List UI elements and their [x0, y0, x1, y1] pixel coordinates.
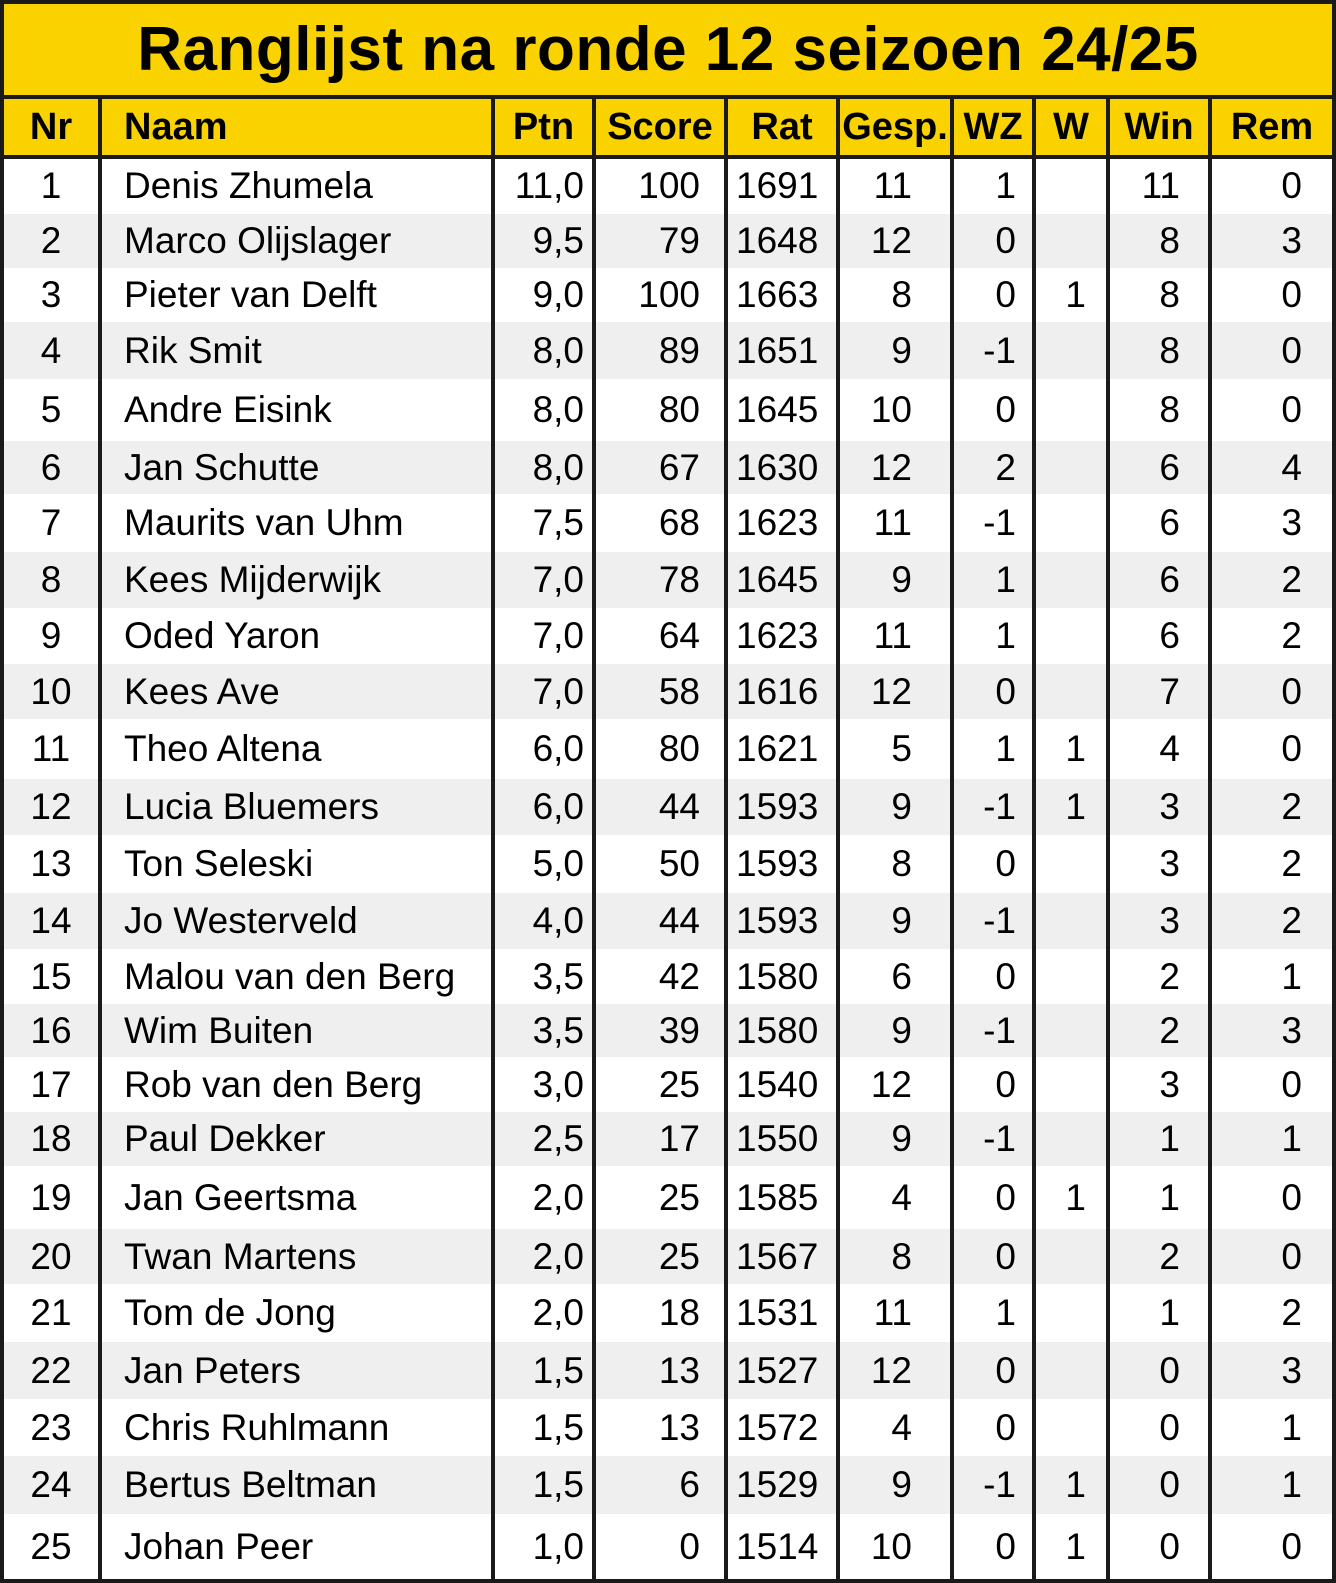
cell-wz: 0 — [995, 1406, 1016, 1448]
table-row — [4, 157, 1332, 214]
cell-wz: 0 — [995, 670, 1016, 712]
cell-ptn: 1,0 — [532, 1525, 584, 1567]
cell-gesp: 9 — [891, 1009, 912, 1051]
cell-wz: -1 — [983, 786, 1016, 827]
cell-naam: Ton Seleski — [124, 843, 314, 884]
cell-win: 6 — [1159, 615, 1180, 656]
cell-rat: 1527 — [736, 1349, 819, 1391]
cell-gesp: 8 — [891, 274, 912, 315]
cell-wz: 2 — [995, 446, 1016, 488]
header-rat: Rat — [751, 105, 813, 148]
cell-rem: 0 — [1281, 670, 1302, 712]
cell-rat: 1691 — [736, 164, 819, 206]
cell-naam: Paul Dekker — [124, 1118, 326, 1159]
cell-wz: 0 — [995, 389, 1016, 430]
cell-wz: 0 — [995, 1176, 1016, 1218]
cell-ptn: 8,0 — [532, 389, 584, 430]
cell-gesp: 12 — [870, 1349, 912, 1391]
cell-win: 6 — [1159, 502, 1180, 543]
cell-wz: -1 — [983, 1464, 1016, 1505]
cell-gesp: 8 — [891, 843, 912, 884]
cell-rat: 1593 — [736, 900, 819, 941]
cell-w — [1036, 835, 1106, 893]
cell-ptn: 7,5 — [532, 502, 584, 543]
cell-nr: 4 — [40, 329, 62, 371]
cell-gesp: 11 — [873, 502, 912, 543]
cell-nr: 11 — [31, 728, 71, 769]
cell-ptn: 2,0 — [532, 1292, 584, 1333]
cell-rat: 1623 — [736, 502, 819, 543]
cell-ptn: 3,0 — [532, 1063, 584, 1105]
cell-win: 7 — [1159, 670, 1180, 712]
cell-naam: Johan Peer — [124, 1525, 314, 1567]
cell-rem: 0 — [1281, 728, 1302, 769]
table-row — [4, 1514, 1332, 1579]
cell-win: 2 — [1159, 1009, 1180, 1051]
cell-rat: 1585 — [736, 1176, 819, 1218]
cell-win: 0 — [1159, 1406, 1180, 1448]
cell-ptn: 1,5 — [532, 1406, 584, 1448]
cell-wz: 0 — [995, 1063, 1016, 1105]
table-row — [4, 1057, 1332, 1112]
cell-wz: 1 — [995, 164, 1016, 206]
cell-ptn: 7,0 — [532, 559, 584, 600]
cell-ptn: 9,5 — [532, 220, 584, 261]
cell-naam: Maurits van Uhm — [124, 502, 404, 543]
table-row — [4, 719, 1332, 779]
table-row — [4, 441, 1332, 494]
cell-score: 67 — [658, 446, 700, 488]
cell-wz: 0 — [995, 1349, 1016, 1391]
cell-rem: 2 — [1281, 559, 1302, 600]
cell-score: 100 — [638, 274, 700, 315]
cell-rat: 1616 — [736, 670, 819, 712]
cell-score: 100 — [638, 164, 700, 206]
cell-rat: 1648 — [736, 220, 819, 261]
cell-ptn: 7,0 — [532, 615, 584, 656]
cell-rat: 1580 — [736, 955, 819, 997]
cell-naam: Kees Mijderwijk — [124, 559, 382, 600]
cell-score: 89 — [658, 329, 700, 371]
cell-nr: 18 — [30, 1118, 72, 1159]
cell-gesp: 10 — [870, 389, 912, 430]
cell-rem: 0 — [1281, 1525, 1302, 1567]
cell-score: 39 — [658, 1009, 700, 1051]
table-row — [4, 379, 1332, 441]
cell-rat: 1580 — [736, 1009, 819, 1051]
header-ptn: Ptn — [512, 105, 575, 148]
cell-wz: 0 — [995, 1235, 1016, 1277]
cell-win: 11 — [1141, 164, 1180, 206]
cell-wz: 0 — [995, 955, 1016, 997]
cell-rat: 1514 — [736, 1525, 819, 1567]
header-win: Win — [1124, 105, 1194, 148]
cell-score: 50 — [658, 843, 700, 884]
cell-score: 42 — [658, 955, 700, 997]
cell-naam: Rob van den Berg — [124, 1063, 423, 1105]
cell-win: 0 — [1159, 1349, 1180, 1391]
cell-win: 1 — [1159, 1118, 1180, 1159]
cell-ptn: 9,0 — [532, 274, 584, 315]
cell-nr: 14 — [30, 900, 72, 941]
cell-rat: 1651 — [736, 329, 819, 371]
cell-nr: 17 — [30, 1063, 72, 1105]
cell-gesp: 4 — [891, 1176, 912, 1218]
cell-rat: 1540 — [736, 1063, 819, 1105]
cell-score: 44 — [658, 900, 700, 941]
cell-wz: 0 — [995, 843, 1016, 884]
cell-nr: 1 — [40, 164, 62, 206]
table-row — [4, 214, 1332, 268]
cell-rem: 0 — [1281, 274, 1302, 315]
cell-win: 6 — [1159, 446, 1180, 488]
header-naam: Naam — [124, 105, 228, 148]
cell-win: 1 — [1159, 1176, 1180, 1218]
cell-ptn: 3,5 — [532, 1009, 584, 1051]
cell-nr: 2 — [40, 220, 62, 261]
column-divider — [950, 99, 954, 1583]
cell-nr: 25 — [30, 1525, 72, 1567]
cell-rat: 1572 — [736, 1406, 819, 1448]
header-w: W — [1053, 105, 1089, 148]
cell-rat: 1550 — [736, 1118, 819, 1159]
cell-ptn: 2,0 — [532, 1176, 584, 1218]
cell-naam: Theo Altena — [124, 728, 322, 769]
cell-gesp: 9 — [891, 329, 912, 371]
cell-score: 0 — [679, 1525, 700, 1567]
cell-wz: -1 — [983, 502, 1016, 543]
cell-naam: Jan Peters — [124, 1349, 301, 1391]
cell-ptn: 6,0 — [532, 728, 584, 769]
cell-win: 8 — [1159, 329, 1180, 371]
cell-w — [1036, 157, 1106, 214]
cell-w: 1 — [1065, 786, 1086, 827]
title-bar — [4, 4, 1332, 99]
cell-gesp: 10 — [870, 1525, 912, 1567]
cell-rat: 1531 — [736, 1292, 819, 1333]
table-row — [4, 1229, 1332, 1284]
cell-rem: 2 — [1281, 843, 1302, 884]
cell-nr: 6 — [40, 446, 62, 488]
cell-ptn: 7,0 — [532, 670, 584, 712]
cell-win: 3 — [1159, 843, 1180, 884]
cell-rem: 0 — [1281, 329, 1302, 371]
cell-rat: 1593 — [736, 786, 819, 827]
cell-win: 0 — [1159, 1464, 1180, 1505]
cell-gesp: 9 — [891, 1118, 912, 1159]
table-row — [4, 552, 1332, 608]
cell-ptn: 3,5 — [532, 955, 584, 997]
table-row — [4, 1342, 1332, 1399]
cell-naam: Tom de Jong — [124, 1292, 336, 1333]
cell-win: 3 — [1159, 786, 1180, 827]
cell-score: 13 — [658, 1349, 700, 1391]
cell-rem: 2 — [1281, 1292, 1302, 1333]
cell-naam: Pieter van Delft — [124, 274, 377, 315]
cell-score: 80 — [658, 728, 700, 769]
table-row — [4, 494, 1332, 552]
cell-w — [1036, 552, 1106, 608]
table-row — [4, 1284, 1332, 1342]
cell-gesp: 11 — [873, 1292, 912, 1333]
cell-w: 1 — [1065, 274, 1086, 315]
cell-w — [1036, 1399, 1106, 1456]
cell-ptn: 2,0 — [532, 1235, 584, 1277]
cell-nr: 10 — [30, 670, 72, 712]
cell-score: 64 — [658, 615, 700, 656]
cell-rem: 0 — [1281, 164, 1302, 206]
cell-wz: -1 — [983, 329, 1016, 371]
cell-score: 6 — [679, 1464, 700, 1505]
cell-rat: 1623 — [736, 615, 819, 656]
cell-gesp: 12 — [870, 1063, 912, 1105]
column-divider — [836, 99, 840, 1583]
cell-naam: Kees Ave — [124, 670, 280, 712]
cell-gesp: 8 — [891, 1235, 912, 1277]
cell-w — [1036, 608, 1106, 664]
cell-w — [1036, 1342, 1106, 1399]
cell-w — [1036, 1112, 1106, 1166]
cell-naam: Andre Eisink — [124, 389, 332, 430]
cell-w: 1 — [1065, 1176, 1086, 1218]
cell-win: 8 — [1159, 389, 1180, 430]
cell-w — [1036, 1057, 1106, 1112]
cell-rat: 1567 — [736, 1235, 819, 1277]
cell-score: 13 — [658, 1406, 700, 1448]
cell-nr: 22 — [30, 1349, 72, 1391]
cell-rem: 3 — [1281, 502, 1302, 543]
cell-w — [1036, 494, 1106, 552]
cell-w: 1 — [1065, 1525, 1086, 1567]
table-row — [4, 779, 1332, 835]
cell-gesp: 9 — [891, 900, 912, 941]
table-row — [4, 1166, 1332, 1229]
cell-naam: Jan Geertsma — [124, 1176, 357, 1218]
cell-nr: 15 — [30, 955, 72, 997]
cell-nr: 21 — [30, 1292, 72, 1333]
cell-nr: 13 — [30, 843, 72, 884]
table-row — [4, 835, 1332, 893]
cell-score: 68 — [658, 502, 700, 543]
cell-rem: 2 — [1281, 786, 1302, 827]
cell-ptn: 11,0 — [514, 164, 584, 206]
cell-score: 25 — [658, 1235, 700, 1277]
table-row — [4, 893, 1332, 949]
cell-score: 18 — [658, 1292, 700, 1333]
cell-rat: 1621 — [736, 728, 819, 769]
header-score: Score — [607, 105, 713, 148]
cell-rem: 2 — [1281, 900, 1302, 941]
cell-ptn: 4,0 — [532, 900, 584, 941]
cell-win: 3 — [1159, 1063, 1180, 1105]
cell-rat: 1663 — [736, 274, 819, 315]
cell-ptn: 8,0 — [532, 446, 584, 488]
table-row — [4, 949, 1332, 1004]
cell-naam: Oded Yaron — [124, 615, 321, 656]
cell-gesp: 4 — [891, 1406, 912, 1448]
table-row — [4, 322, 1332, 379]
cell-naam: Jo Westerveld — [124, 900, 358, 941]
cell-ptn: 8,0 — [532, 329, 584, 371]
cell-nr: 24 — [30, 1464, 72, 1505]
cell-wz: 1 — [995, 728, 1016, 769]
table-row — [4, 1112, 1332, 1166]
cell-gesp: 11 — [873, 164, 912, 206]
cell-wz: 0 — [995, 274, 1016, 315]
cell-ptn: 5,0 — [532, 843, 584, 884]
cell-w — [1036, 949, 1106, 1004]
header-nr: Nr — [29, 105, 73, 148]
cell-wz: 1 — [995, 615, 1016, 656]
cell-naam: Jan Schutte — [124, 446, 320, 488]
cell-rem: 1 — [1281, 1118, 1302, 1159]
cell-gesp: 12 — [870, 220, 912, 261]
cell-score: 78 — [658, 559, 700, 600]
cell-naam: Rik Smit — [124, 329, 262, 371]
cell-rem: 2 — [1281, 615, 1302, 656]
cell-gesp: 12 — [870, 446, 912, 488]
cell-win: 6 — [1159, 559, 1180, 600]
cell-naam: Lucia Bluemers — [124, 786, 380, 827]
table-row — [4, 1399, 1332, 1456]
cell-score: 80 — [658, 389, 700, 430]
cell-rem: 1 — [1281, 1406, 1302, 1448]
cell-naam: Chris Ruhlmann — [124, 1406, 390, 1448]
cell-w — [1036, 322, 1106, 379]
cell-w: 1 — [1065, 1464, 1086, 1505]
cell-win: 2 — [1159, 1235, 1180, 1277]
cell-rem: 1 — [1281, 955, 1302, 997]
cell-rat: 1529 — [736, 1464, 819, 1505]
cell-score: 44 — [658, 786, 700, 827]
cell-wz: 0 — [995, 1525, 1016, 1567]
cell-rat: 1645 — [736, 559, 819, 600]
cell-nr: 9 — [40, 615, 62, 656]
cell-wz: 1 — [995, 559, 1016, 600]
cell-w — [1036, 1284, 1106, 1342]
header-gesp: Gesp. — [842, 105, 948, 148]
column-divider — [592, 99, 596, 1583]
cell-rem: 0 — [1281, 389, 1302, 430]
cell-win: 8 — [1159, 274, 1180, 315]
cell-nr: 12 — [30, 786, 72, 827]
cell-nr: 3 — [40, 274, 62, 315]
cell-naam: Malou van den Berg — [124, 955, 456, 997]
table-header-row — [4, 99, 1332, 159]
cell-rat: 1593 — [736, 843, 819, 884]
cell-rem: 3 — [1281, 1009, 1302, 1051]
cell-naam: Marco Olijslager — [124, 220, 392, 261]
cell-naam: Twan Martens — [124, 1235, 357, 1277]
header-wz: WZ — [963, 105, 1023, 148]
column-divider — [1208, 99, 1212, 1583]
cell-w — [1036, 893, 1106, 949]
cell-rem: 1 — [1281, 1464, 1302, 1505]
cell-ptn: 1,5 — [532, 1464, 584, 1505]
cell-nr: 23 — [30, 1406, 72, 1448]
cell-nr: 7 — [40, 502, 62, 543]
column-divider — [1106, 99, 1110, 1583]
cell-score: 58 — [658, 670, 700, 712]
cell-rem: 4 — [1281, 446, 1302, 488]
cell-win: 8 — [1159, 220, 1180, 261]
cell-win: 1 — [1159, 1292, 1180, 1333]
cell-score: 79 — [658, 220, 700, 261]
cell-nr: 5 — [40, 389, 62, 430]
cell-gesp: 5 — [891, 728, 912, 769]
cell-wz: 0 — [995, 220, 1016, 261]
cell-rem: 0 — [1281, 1063, 1302, 1105]
cell-win: 2 — [1159, 955, 1180, 997]
page-title: Ranglijst na ronde 12 seizoen 24/25 — [137, 15, 1199, 84]
cell-naam: Wim Buiten — [124, 1009, 314, 1051]
cell-nr: 8 — [40, 559, 62, 600]
cell-nr: 19 — [30, 1176, 72, 1218]
cell-win: 4 — [1159, 728, 1180, 769]
cell-naam: Denis Zhumela — [124, 164, 373, 206]
cell-score: 25 — [658, 1176, 700, 1218]
table-row — [4, 1456, 1332, 1514]
cell-w: 1 — [1065, 728, 1086, 769]
column-divider — [491, 99, 495, 1583]
cell-score: 17 — [658, 1118, 700, 1159]
table-row — [4, 608, 1332, 664]
table-row — [4, 1004, 1332, 1057]
column-divider — [98, 99, 102, 1583]
cell-w — [1036, 1004, 1106, 1057]
cell-rem: 0 — [1281, 1235, 1302, 1277]
cell-rem: 0 — [1281, 1176, 1302, 1218]
cell-rat: 1645 — [736, 389, 819, 430]
cell-rat: 1630 — [736, 446, 819, 488]
cell-win: 0 — [1159, 1525, 1180, 1567]
cell-gesp: 9 — [891, 786, 912, 827]
cell-nr: 16 — [30, 1009, 72, 1051]
cell-win: 3 — [1159, 900, 1180, 941]
table-row — [4, 664, 1332, 719]
cell-w — [1036, 441, 1106, 494]
cell-w — [1036, 1229, 1106, 1284]
cell-wz: -1 — [983, 900, 1016, 941]
cell-nr: 20 — [30, 1235, 72, 1277]
cell-gesp: 6 — [891, 955, 912, 997]
cell-w — [1036, 379, 1106, 441]
cell-gesp: 12 — [870, 670, 912, 712]
cell-w — [1036, 214, 1106, 268]
cell-rem: 3 — [1281, 220, 1302, 261]
cell-ptn: 6,0 — [532, 786, 584, 827]
column-divider — [1032, 99, 1036, 1583]
cell-wz: -1 — [983, 1118, 1016, 1159]
cell-wz: -1 — [983, 1009, 1016, 1051]
cell-w — [1036, 664, 1106, 719]
table-row — [4, 268, 1332, 322]
cell-gesp: 9 — [891, 1464, 912, 1505]
cell-gesp: 11 — [873, 615, 912, 656]
cell-naam: Bertus Beltman — [124, 1464, 377, 1505]
cell-gesp: 9 — [891, 559, 912, 600]
header-rem: Rem — [1230, 105, 1314, 148]
cell-rem: 3 — [1281, 1349, 1302, 1391]
column-divider — [724, 99, 728, 1583]
cell-wz: 1 — [995, 1292, 1016, 1333]
cell-score: 25 — [658, 1063, 700, 1105]
cell-ptn: 1,5 — [532, 1349, 584, 1391]
cell-ptn: 2,5 — [532, 1118, 584, 1159]
